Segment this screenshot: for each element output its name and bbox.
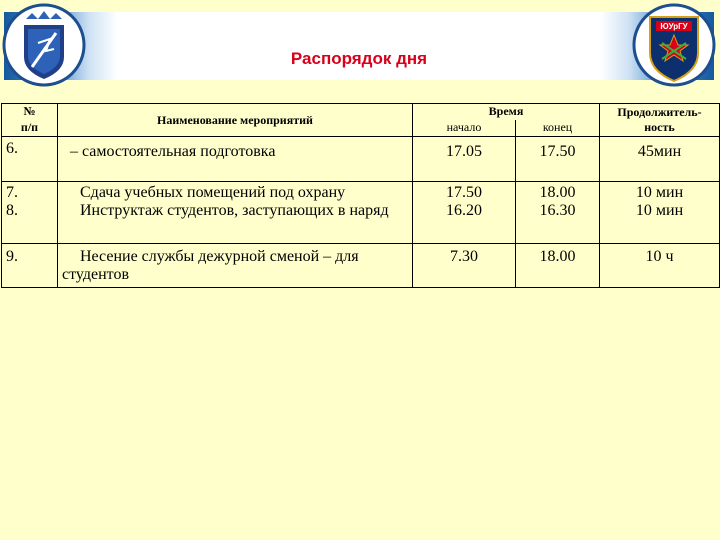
row-end-8: 16.30 <box>539 202 576 219</box>
row-duration-7: 10 мин <box>635 184 684 201</box>
row-end <box>516 182 600 244</box>
row-start <box>413 182 516 244</box>
header-start: начало <box>413 120 516 137</box>
row-start-8: 16.20 <box>446 202 482 219</box>
row-end-7: 18.00 <box>539 184 576 201</box>
row-name <box>58 182 413 244</box>
row-number: 6. <box>2 137 58 182</box>
header-end: конец <box>516 120 600 137</box>
header-duration: Продолжитель-ность <box>600 104 720 137</box>
row-duration <box>600 182 720 244</box>
row-name-7: Сдача учебных помещений под охрану <box>80 184 346 201</box>
row-number-7: 7. <box>6 184 18 201</box>
row-number <box>2 182 58 244</box>
row-number-8: 8. <box>6 202 18 219</box>
military-dept-emblem-icon <box>632 3 716 87</box>
table-row <box>2 244 720 288</box>
row-end: 18.00 <box>516 244 600 288</box>
emblem-caption: ЮУрГУ <box>660 22 688 31</box>
header-time: Время <box>413 104 600 121</box>
table-header-row-1 <box>2 104 720 121</box>
header-banner <box>4 12 714 80</box>
row-name: Несение службы дежурной сменой – для студентов <box>58 244 413 288</box>
row-start: 17.05 <box>413 137 516 182</box>
row-name-8: Инструктаж студентов, заступающих в наряд <box>80 202 389 219</box>
row-duration-8: 10 мин <box>635 202 684 219</box>
table-row <box>2 137 720 182</box>
university-emblem-icon <box>2 3 86 87</box>
table-row <box>2 182 720 244</box>
row-start: 7.30 <box>413 244 516 288</box>
row-duration: 10 ч <box>600 244 720 288</box>
row-start-7: 17.50 <box>446 184 482 201</box>
row-duration: 45мин <box>600 137 720 182</box>
row-end: 17.50 <box>516 137 600 182</box>
header-name: Наименование мероприятий <box>58 104 413 137</box>
header-number-top: № <box>2 104 58 121</box>
row-name: – самостоятельная подготовка <box>58 137 413 182</box>
row-number: 9. <box>2 244 58 288</box>
header-number-bottom: п/п <box>2 120 58 137</box>
page-title: Распорядок дня <box>290 49 428 68</box>
schedule-table <box>1 103 720 288</box>
